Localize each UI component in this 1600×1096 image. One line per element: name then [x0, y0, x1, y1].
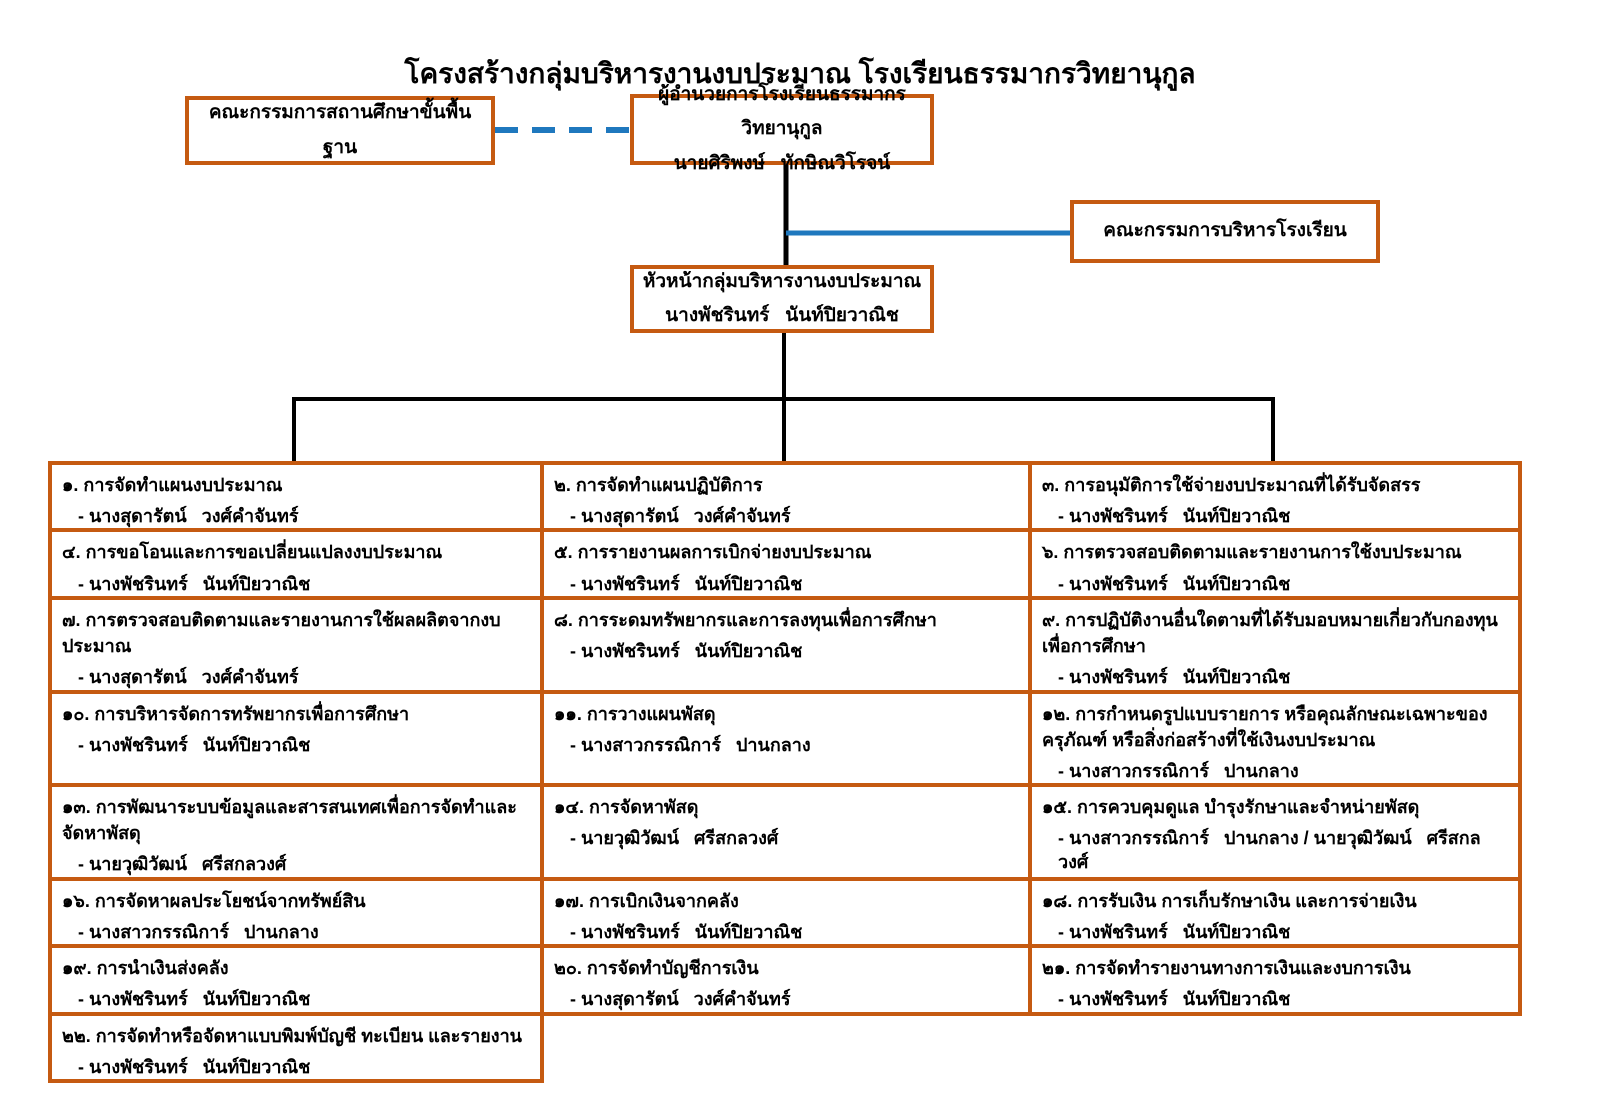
duty-grid — [48, 461, 1522, 1083]
node-person: นายศิริพงษ์ ทักษิณวิโรจน์ — [673, 152, 891, 174]
node-person: นางพัชรินทร์ นันท์ปิยวาณิช — [665, 305, 899, 326]
duty-row — [50, 463, 1520, 530]
duty-person: - นางพัชรินทร์ นันท์ปิยวาณิช — [1058, 921, 1291, 942]
duty-person: - นางสาวกรรณิการ์ ปานกลาง / นายวุฒิวัฒน์ ศรีสกลวงศ์ — [1058, 828, 1481, 872]
duty-title: ๒๒. การจัดทำหรือจัดหาแบบพิมพ์บัญชี ทะเบียน และรายงาน — [62, 1025, 522, 1046]
duty-person: - นางสุดารัตน์ วงศ์คำจันทร์ — [570, 506, 791, 527]
duty-title: ๑๑. การวางแผนพัสดุ — [554, 703, 716, 724]
node-label: คณะกรรมการบริหารโรงเรียน — [1103, 220, 1347, 242]
duty-title: ๗. การตรวจสอบติดตามและรายงานการใช้ผลผลิตจากงบประมาณ — [62, 609, 501, 657]
duty-title: ๑๖. การจัดหาผลประโยชน์จากทรัพย์สิน — [62, 890, 366, 911]
duty-box — [1030, 530, 1520, 597]
duty-box — [542, 692, 1030, 786]
duty-person: - นางพัชรินทร์ นันท์ปิยวาณิช — [78, 734, 311, 755]
duty-title: ๑๙. การนำเงินส่งคลัง — [62, 958, 229, 979]
duty-person: - นางสุดารัตน์ วงศ์คำจันทร์ — [570, 989, 791, 1010]
duty-person: - นางพัชรินทร์ นันท์ปิยวาณิช — [1058, 667, 1291, 688]
node-basic-education-board — [185, 96, 495, 165]
duty-row — [50, 692, 1520, 786]
duty-title: ๑. การจัดทำแผนงบประมาณ — [62, 475, 283, 495]
duty-person: - นางพัชรินทร์ นันท์ปิยวาณิช — [570, 641, 803, 662]
duty-title: ๖. การตรวจสอบติดตามและรายงานการใช้งบประมาณ — [1042, 542, 1462, 563]
duty-title: ๓. การอนุมัติการใช้จ่ายงบประมาณที่ได้รับจัดสรร — [1042, 475, 1421, 495]
duty-row — [50, 530, 1520, 597]
duty-person: - นางสุดารัตน์ วงศ์คำจันทร์ — [78, 667, 299, 688]
duty-box — [542, 530, 1030, 597]
duty-title: ๒๑. การจัดทำรายงานทางการเงินและงบการเงิน — [1042, 958, 1411, 979]
duty-box — [1030, 946, 1520, 1013]
duty-title: ๑๐. การบริหารจัดการทรัพยากรเพื่อการศึกษา — [62, 703, 410, 724]
duty-person: - นางพัชรินทร์ นันท์ปิยวาณิช — [78, 573, 311, 594]
duty-box — [542, 598, 1030, 692]
duty-person: - นายวุฒิวัฒน์ ศรีสกลวงศ์ — [570, 828, 779, 849]
duty-person: - นางพัชรินทร์ นันท์ปิยวาณิช — [570, 921, 803, 942]
duty-box — [1030, 598, 1520, 692]
duty-title: ๔. การขอโอนและการขอเปลี่ยนแปลงงบประมาณ — [62, 542, 443, 563]
duty-title: ๒๐. การจัดทำบัญชีการเงิน — [554, 958, 759, 979]
duty-title: ๒. การจัดทำแผนปฏิบัติการ — [554, 475, 763, 495]
duty-person: - นายวุฒิวัฒน์ ศรีสกลวงศ์ — [78, 854, 287, 875]
node-school-admin-committee — [1070, 200, 1380, 263]
duty-box — [50, 598, 542, 692]
duty-person: - นางพัชรินทร์ นันท์ปิยวาณิช — [1058, 989, 1291, 1010]
duty-person: - นางพัชรินทร์ นันท์ปิยวาณิช — [1058, 506, 1291, 527]
duty-title: ๑๗. การเบิกเงินจากคลัง — [554, 890, 739, 911]
duty-box — [1030, 692, 1520, 786]
duty-box — [50, 692, 542, 786]
node-title: หัวหน้ากลุ่มบริหารงานงบประมาณ — [642, 270, 922, 292]
duty-title: ๘. การระดมทรัพยากรและการลงทุนเพื่อการศึกษา — [554, 609, 937, 630]
duty-person: - นางพัชรินทร์ นันท์ปิยวาณิช — [78, 1056, 311, 1077]
duty-row — [50, 1014, 1520, 1081]
duty-box — [1030, 785, 1520, 879]
duty-box — [542, 785, 1030, 879]
duty-box — [1030, 463, 1520, 530]
duty-box — [50, 946, 542, 1013]
duty-person: - นางพัชรินทร์ นันท์ปิยวาณิช — [570, 573, 803, 594]
duty-title: ๕. การรายงานผลการเบิกจ่ายงบประมาณ — [554, 542, 872, 563]
duty-box — [50, 530, 542, 597]
duty-title: ๙. การปฏิบัติงานอื่นใดตามที่ได้รับมอบหมายเกี่ยวกับกองทุนเพื่อการศึกษา — [1042, 609, 1498, 657]
duty-box — [1030, 879, 1520, 946]
duty-person: - นางสาวกรรณิการ์ ปานกลาง — [1058, 760, 1299, 781]
node-budget-group-head — [630, 265, 934, 333]
duty-row — [50, 879, 1520, 946]
duty-box — [542, 463, 1030, 530]
duty-row — [50, 598, 1520, 692]
duty-box — [542, 879, 1030, 946]
node-director — [630, 84, 934, 174]
duty-row — [50, 785, 1520, 879]
duty-row — [50, 946, 1520, 1013]
duty-box — [50, 785, 542, 879]
duty-person: - นางพัชรินทร์ นันท์ปิยวาณิช — [1058, 573, 1291, 594]
node-label: คณะกรรมการสถานศึกษาขั้นพื้นฐาน — [208, 102, 472, 158]
duty-box — [50, 1014, 542, 1081]
node-title: ผู้อำนวยการโรงเรียนธรรมากรวิทยานุกูล — [658, 84, 906, 140]
duty-table-body — [50, 463, 1520, 1081]
duty-box — [50, 879, 542, 946]
duty-person: - นางพัชรินทร์ นันท์ปิยวาณิช — [78, 989, 311, 1010]
duty-box — [542, 946, 1030, 1013]
duty-title: ๑๔. การจัดหาพัสดุ — [554, 797, 699, 818]
duty-person: - นางสุดารัตน์ วงศ์คำจันทร์ — [78, 506, 299, 527]
duty-box — [50, 463, 542, 530]
duty-title: ๑๒. การกำหนดรูปแบบรายการ หรือคุณลักษณะเฉพาะของครุภัณฑ์ หรือสิ่งก่อสร้างที่ใช้เงินงบประมาณ — [1042, 703, 1488, 750]
duty-person: - นางสาวกรรณิการ์ ปานกลาง — [570, 734, 811, 755]
duty-title: ๑๓. การพัฒนาระบบข้อมูลและสารสนเทศเพื่อการจัดทำและจัดหาพัสดุ — [62, 797, 517, 844]
duty-title: ๑๕. การควบคุมดูแล บำรุงรักษาและจำหน่ายพัสดุ — [1042, 797, 1420, 818]
duty-title: ๑๘. การรับเงิน การเก็บรักษาเงิน และการจ่ายเงิน — [1042, 890, 1417, 911]
duty-person: - นางสาวกรรณิการ์ ปานกลาง — [78, 921, 319, 942]
page-title: โครงสร้างกลุ่มบริหารงานงบประมาณ โรงเรียนธรรมากรวิทยานุกูล — [404, 58, 1196, 89]
